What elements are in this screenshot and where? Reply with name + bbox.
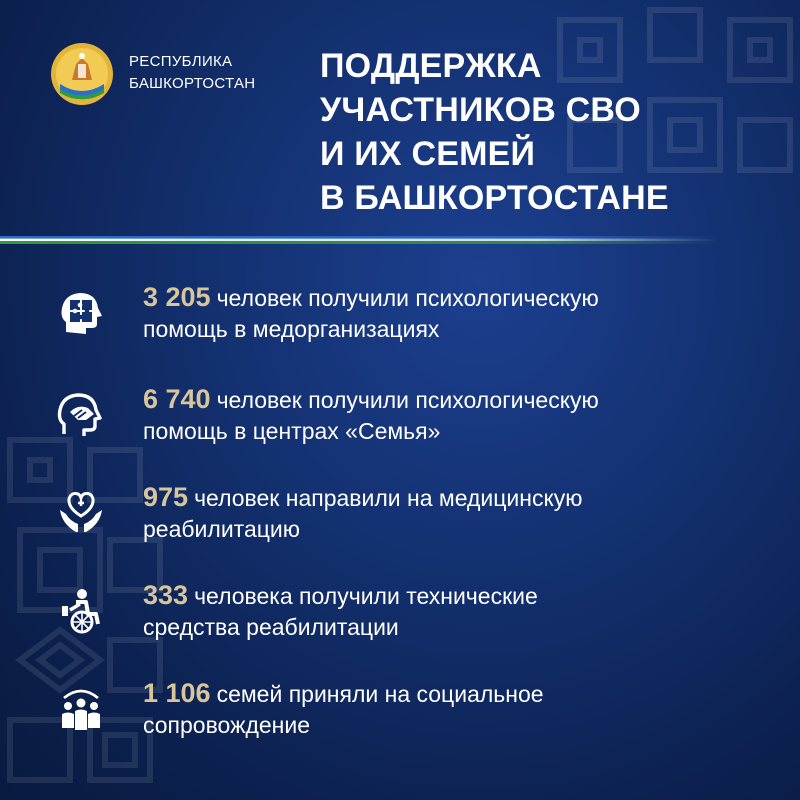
stat-line1-4: человека получили технические	[194, 583, 538, 609]
stat-line2-5: сопровождение	[143, 712, 311, 738]
stat-number-1: 3 205	[143, 282, 211, 312]
organization-line-2: БАШКОРТОСТАН	[129, 75, 256, 92]
stat-number-5: 1 106	[143, 678, 211, 708]
stat-text-4	[143, 580, 538, 643]
stat-number-2: 6 740	[143, 384, 211, 414]
title-line-3: И ИХ СЕМЕЙ	[320, 135, 536, 173]
wheelchair-icon	[56, 586, 106, 636]
stat-line1-2: человек получили психологическую	[216, 387, 599, 413]
hands-heart-icon	[56, 488, 106, 538]
stat-text-3	[143, 482, 583, 545]
stat-text-5	[143, 678, 544, 741]
title-line-1: ПОДДЕРЖКА	[320, 47, 542, 85]
stat-line2-2: помощь в центрах «Семья»	[143, 418, 441, 444]
organization-line-1: РЕСПУБЛИКА	[129, 53, 233, 70]
stat-line1-1: человек получили психологическую	[216, 285, 599, 311]
stat-number-3: 975	[143, 482, 189, 512]
stat-text-2	[143, 384, 599, 447]
head-puzzle-icon	[56, 288, 106, 338]
stat-text-1	[143, 282, 599, 345]
stat-line2-1: помощь в медорганизациях	[143, 316, 440, 342]
stat-line2-4: средства реабилитации	[143, 614, 399, 640]
stat-number-4: 333	[143, 580, 189, 610]
stat-line2-3: реабилитацию	[143, 516, 301, 542]
title-line-4: В БАШКОРТОСТАНЕ	[320, 179, 669, 217]
family-group-icon	[56, 684, 106, 734]
title-line-2: УЧАСТНИКОВ СВО	[320, 91, 641, 129]
head-support-hand-icon	[56, 390, 106, 440]
stat-line1-5: семей приняли на социальное	[216, 681, 544, 707]
stat-line1-3: человек направили на медицинскую	[194, 485, 583, 511]
